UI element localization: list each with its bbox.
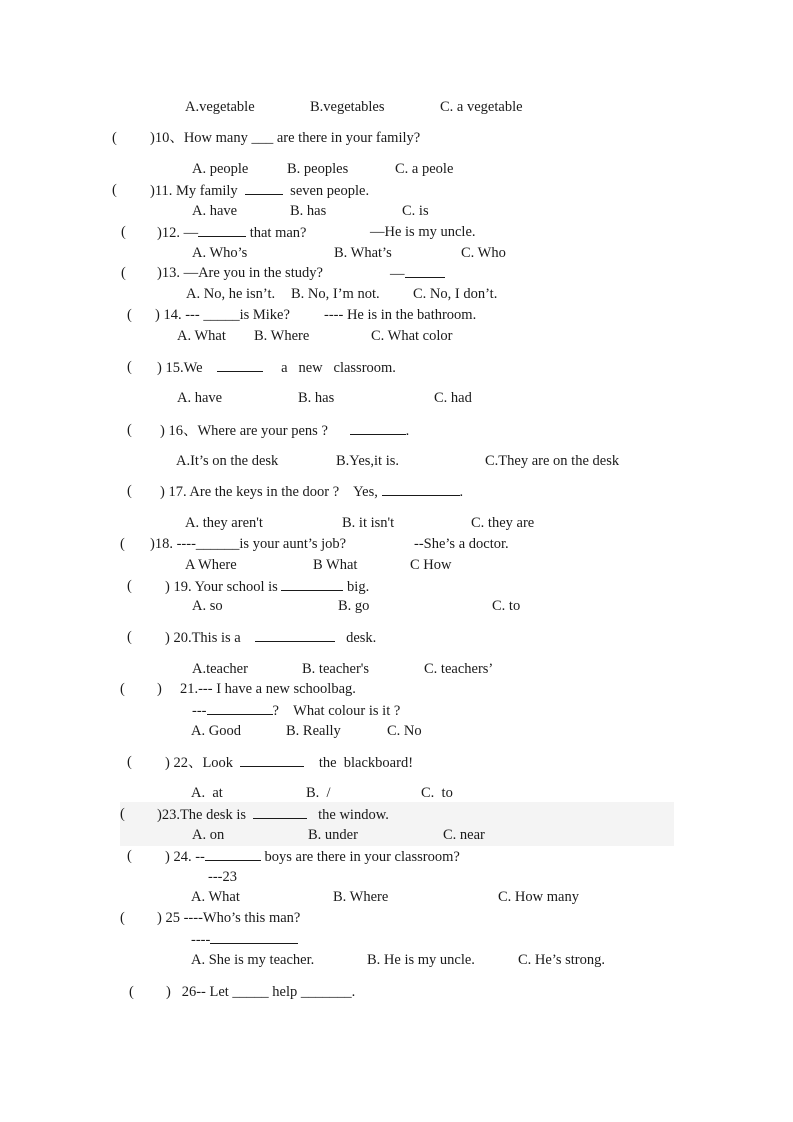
question-text: ) 20.This is a <box>165 630 241 646</box>
answer-paren: ( <box>120 806 125 822</box>
option-a: A. people <box>192 161 249 177</box>
reply-text: ---- He is in the bathroom. <box>324 307 477 323</box>
reply-text: ---23 <box>208 869 237 885</box>
answer-paren: ( <box>127 754 132 770</box>
answer-blank <box>382 482 460 496</box>
question-text: ) 24. -- <box>165 849 205 865</box>
question-23 <box>157 805 389 824</box>
question-text: the blackboard! <box>318 755 414 771</box>
option-b: B. Where <box>254 328 310 344</box>
option-a: A. on <box>192 827 225 843</box>
option-b: B. under <box>308 827 358 843</box>
question-text: boys are there in your classroom? <box>260 849 460 865</box>
option-a: A.vegetable <box>185 99 255 115</box>
answer-paren: ( <box>127 578 132 594</box>
option-a: A. Good <box>191 723 241 739</box>
option-c: C. is <box>402 203 429 219</box>
question-16 <box>160 421 409 440</box>
option-b: B. / <box>306 785 331 801</box>
answer-blank <box>207 701 273 715</box>
option-c: C. a peole <box>395 161 454 177</box>
question-text: ) 22、Look <box>165 755 234 771</box>
option-c: C.They are on the desk <box>485 453 620 469</box>
reply-dash: — <box>390 266 405 282</box>
reply-question: ? What colour is it ? <box>272 703 401 719</box>
option-c: C How <box>410 557 452 573</box>
question-text: ) 16、Where are your pens ? <box>160 423 328 439</box>
question-12 <box>157 223 307 242</box>
question-text: big. <box>347 579 370 595</box>
option-b: B.Yes,it is. <box>336 453 399 469</box>
option-c: C. to <box>421 785 453 801</box>
answer-blank <box>253 805 307 819</box>
answer-paren: ( <box>112 130 117 146</box>
question-21: ) 21.--- I have a new schoolbag. <box>157 681 356 697</box>
question-text: )12. — <box>157 225 199 241</box>
option-b: B. go <box>338 598 370 614</box>
option-a: A Where <box>185 557 237 573</box>
question-10: )10、How many ___ are there in your family? <box>150 130 421 146</box>
answer-blank <box>205 847 261 861</box>
answer-paren: ( <box>120 681 125 697</box>
question-text: )11. My family <box>150 183 238 199</box>
option-c: C. Who <box>461 245 506 261</box>
reply-text <box>191 930 298 949</box>
option-c: C. He’s strong. <box>518 952 605 968</box>
answer-blank <box>240 753 304 767</box>
answer-paren: ( <box>127 307 132 323</box>
option-b: B. has <box>298 390 335 406</box>
option-b: B. Really <box>286 723 341 739</box>
answer-blank <box>245 181 283 195</box>
option-a: A. What <box>177 328 226 344</box>
reply-text: —He is my uncle. <box>370 224 476 240</box>
answer-blank <box>210 930 298 944</box>
question-26: ) 26-- Let _____ help _______. <box>166 984 356 1000</box>
answer-paren: ( <box>121 265 126 281</box>
option-c: C. teachers’ <box>424 661 494 677</box>
reply-text <box>390 264 445 283</box>
question-24 <box>165 847 460 866</box>
question-text: that man? <box>246 225 307 241</box>
option-b: B. What’s <box>334 245 392 261</box>
option-b: B. Where <box>333 889 389 905</box>
answer-paren: ( <box>127 629 132 645</box>
option-a: A.It’s on the desk <box>176 453 279 469</box>
option-b: B. He is my uncle. <box>367 952 475 968</box>
option-c: C. to <box>492 598 521 614</box>
option-b: B.vegetables <box>310 99 385 115</box>
option-b: B. No, I’m not. <box>291 286 380 302</box>
question-text: a new classroom. <box>281 360 396 376</box>
question-25: ) 25 ----Who’s this man? <box>157 910 301 926</box>
option-b: B. it isn't <box>342 515 395 531</box>
question-text: ) 17. Are the keys in the door ? Yes, <box>160 484 378 500</box>
question-13: )13. —Are you in the study? <box>157 265 323 281</box>
option-b: B. has <box>290 203 327 219</box>
answer-blank <box>217 358 263 372</box>
option-a: A. so <box>192 598 223 614</box>
answer-paren: ( <box>112 182 117 198</box>
question-17 <box>160 482 463 501</box>
option-b: B. teacher's <box>302 661 370 677</box>
option-a: A. What <box>191 889 240 905</box>
option-a: A. She is my teacher. <box>191 952 315 968</box>
answer-paren: ( <box>121 224 126 240</box>
option-a: A.teacher <box>192 661 248 677</box>
option-c: C. What color <box>371 328 453 344</box>
option-c: C. had <box>434 390 472 406</box>
reply-text <box>192 701 400 720</box>
answer-paren: ( <box>127 359 132 375</box>
answer-blank <box>405 264 445 278</box>
question-text: . <box>405 423 410 439</box>
option-a: A. have <box>177 390 223 406</box>
question-11 <box>150 181 369 200</box>
question-text: seven people. <box>290 183 370 199</box>
reply-text: --She’s a doctor. <box>414 536 509 552</box>
option-b: B. peoples <box>287 161 349 177</box>
option-a: A. have <box>192 203 238 219</box>
question-text: ) 15.We <box>157 360 203 376</box>
answer-paren: ( <box>120 910 125 926</box>
answer-paren: ( <box>129 984 134 1000</box>
question-text: ) 19. Your school is <box>165 579 278 595</box>
option-c: C. No <box>387 723 422 739</box>
question-22 <box>165 753 413 772</box>
option-c: C. they are <box>471 515 535 531</box>
question-20 <box>165 628 376 647</box>
question-text: desk. <box>346 630 377 646</box>
question-19 <box>165 577 369 596</box>
option-c: C. No, I don’t. <box>413 286 498 302</box>
answer-paren: ( <box>127 483 132 499</box>
question-15 <box>157 358 396 377</box>
answer-blank <box>350 421 406 435</box>
option-a: A. No, he isn’t. <box>186 286 276 302</box>
answer-paren: ( <box>127 848 132 864</box>
option-a: A. Who’s <box>192 245 248 261</box>
answer-paren: ( <box>127 422 132 438</box>
question-text: . <box>459 484 464 500</box>
answer-blank <box>255 628 335 642</box>
option-c: C. near <box>443 827 485 843</box>
option-c: C. a vegetable <box>440 99 523 115</box>
option-b: B What <box>313 557 358 573</box>
reply-dash: ---- <box>191 932 211 948</box>
option-a: A. at <box>191 785 223 801</box>
question-18: )18. ----______is your aunt’s job? <box>150 536 347 552</box>
answer-blank <box>198 223 246 237</box>
answer-blank <box>281 577 343 591</box>
question-text: the window. <box>318 807 389 823</box>
answer-paren: ( <box>120 536 125 552</box>
question-text: )23.The desk is <box>157 807 246 823</box>
option-c: C. How many <box>498 889 579 905</box>
question-14: ) 14. --- _____is Mike? <box>155 307 290 323</box>
reply-dash: --- <box>192 703 207 719</box>
option-a: A. they aren't <box>185 515 263 531</box>
